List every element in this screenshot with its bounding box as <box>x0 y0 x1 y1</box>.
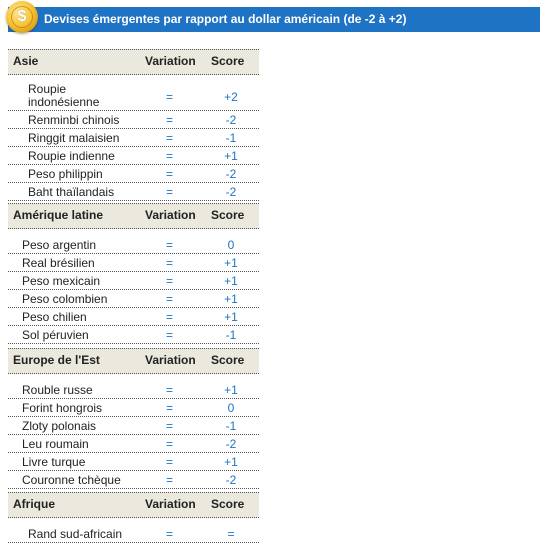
score-value: +1 <box>224 455 238 469</box>
currency-name: Sol péruvien <box>22 328 89 342</box>
currency-row <box>8 435 259 453</box>
currency-row <box>8 417 259 435</box>
currency-row <box>8 111 259 129</box>
score-value: +1 <box>224 383 238 397</box>
variation-header: Variation <box>145 208 196 222</box>
score-value: 0 <box>227 401 235 415</box>
score-value: +1 <box>224 256 238 270</box>
score-value: +1 <box>224 310 238 324</box>
variation-value: = <box>166 383 174 397</box>
currency-row <box>8 147 259 165</box>
currency-row <box>8 308 259 326</box>
currency-row <box>8 236 259 254</box>
currency-name: Roupie indienne <box>28 149 115 163</box>
score-value: -2 <box>225 473 237 487</box>
score-header: Score <box>211 497 245 511</box>
currency-name: Baht thaïlandais <box>28 185 115 199</box>
region-name: Europe de l'Est <box>13 353 100 367</box>
score-header: Score <box>211 353 245 367</box>
score-value: -2 <box>225 167 237 181</box>
currency-row <box>8 82 259 111</box>
currency-name: Peso mexicain <box>22 274 101 288</box>
variation-value: = <box>166 419 174 433</box>
score-value: = <box>227 527 235 541</box>
section-header <box>8 492 259 518</box>
currency-name: Zloty polonais <box>22 419 97 433</box>
currency-row <box>8 129 259 147</box>
currency-row <box>8 326 259 344</box>
header-bar <box>8 7 540 32</box>
variation-value: = <box>166 437 174 451</box>
score-value: -1 <box>225 131 237 145</box>
currency-row <box>8 254 259 272</box>
score-value: +1 <box>224 274 238 288</box>
currency-name: Peso argentin <box>22 238 97 252</box>
currency-name: Forint hongrois <box>22 401 103 415</box>
currency-row <box>8 290 259 308</box>
variation-value: = <box>166 274 174 288</box>
variation-value: = <box>166 401 174 415</box>
variation-value: = <box>166 455 174 469</box>
variation-value: = <box>166 310 174 324</box>
currency-name: Couronne tchèque <box>22 473 121 487</box>
currency-name: Real brésilien <box>22 256 95 270</box>
score-header: Score <box>211 54 245 68</box>
currency-name: Roupie indonésienne <box>28 82 100 109</box>
currency-name: Peso chilien <box>22 310 87 324</box>
score-value: -2 <box>225 437 237 451</box>
variation-value: = <box>166 292 174 306</box>
variation-value: = <box>166 167 174 181</box>
currency-row <box>8 165 259 183</box>
currency-name: Rand sud-africain <box>28 527 123 541</box>
score-value: -1 <box>225 419 237 433</box>
currency-row <box>8 525 259 543</box>
score-value: -1 <box>225 328 237 342</box>
variation-value: = <box>166 527 174 541</box>
currency-name: Rouble russe <box>22 383 93 397</box>
score-value: -2 <box>225 113 237 127</box>
currency-row <box>8 453 259 471</box>
section-header <box>8 348 259 374</box>
variation-value: = <box>166 473 174 487</box>
variation-value: = <box>166 256 174 270</box>
section-amerique-latine <box>8 203 259 344</box>
score-value: -2 <box>225 185 237 199</box>
region-name: Afrique <box>13 497 55 511</box>
variation-value: = <box>166 113 174 127</box>
score-value: 0 <box>227 238 235 252</box>
currency-row <box>8 471 259 489</box>
section-asie <box>8 49 259 201</box>
region-name: Asie <box>13 54 39 68</box>
currency-row <box>8 183 259 201</box>
score-value: +1 <box>224 149 238 163</box>
section-europe-est <box>8 348 259 489</box>
currency-name: Peso colombien <box>22 292 108 306</box>
score-header: Score <box>211 208 245 222</box>
dollar-coin-icon: $ <box>6 1 38 33</box>
variation-value: = <box>166 238 174 252</box>
currency-name: Peso philippin <box>28 167 103 181</box>
page-title: Devises émergentes par rapport au dollar américain (de -2 à +2) <box>44 12 407 26</box>
variation-value: = <box>166 328 174 342</box>
score-value: +1 <box>224 292 238 306</box>
variation-value: = <box>166 185 174 199</box>
currency-row <box>8 399 259 417</box>
score-value: +2 <box>224 90 238 104</box>
variation-value: = <box>166 149 174 163</box>
region-name: Amérique latine <box>13 208 104 222</box>
variation-header: Variation <box>145 54 196 68</box>
currency-row <box>8 381 259 399</box>
currency-name: Livre turque <box>22 455 86 469</box>
variation-header: Variation <box>145 497 196 511</box>
currency-name: Ringgit malaisien <box>28 131 120 145</box>
section-header <box>8 49 259 75</box>
section-header <box>8 203 259 229</box>
section-afrique <box>8 492 259 543</box>
currency-name: Renminbi chinois <box>28 113 120 127</box>
currency-row <box>8 272 259 290</box>
variation-value: = <box>166 90 174 104</box>
variation-value: = <box>166 131 174 145</box>
currency-name: Leu roumain <box>22 437 89 451</box>
variation-header: Variation <box>145 353 196 367</box>
